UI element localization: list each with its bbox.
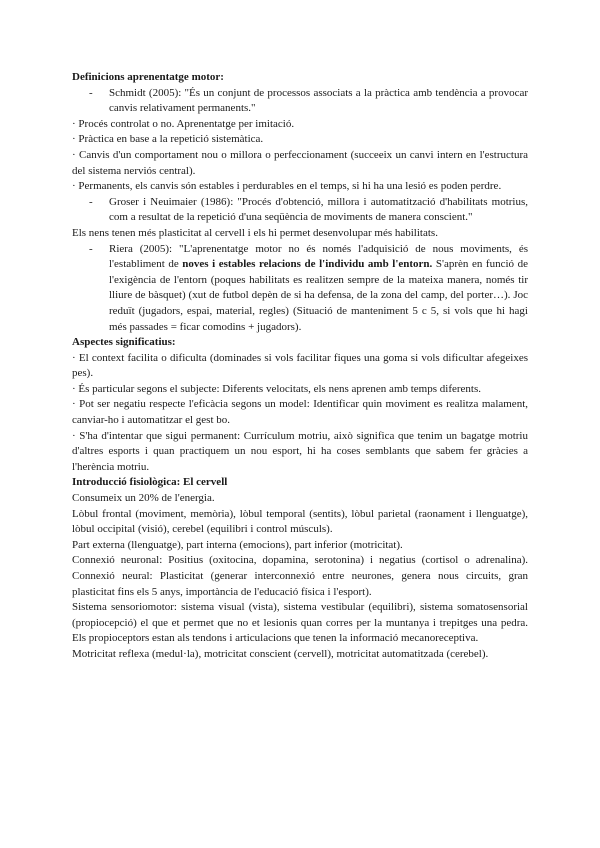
bullet-procés: · Procés controlat o no. Aprenentatge per imitació. <box>72 117 295 130</box>
bullet-pràctica: · Pràctica en base a la repetició sistemàtica. <box>72 133 264 146</box>
aspect-negatiu: · Pot ser negatiu respecte l'eficàcia segons un model: Identificar quin moviment es realitza malament, canviar-ho i automatitzar el gest bo. <box>72 398 528 427</box>
document-page <box>72 70 528 663</box>
intro-heading: Introducció fisiològica: El cervell <box>72 476 228 489</box>
schmidt-definition <box>72 86 528 117</box>
aspect-context: · El context facilita o dificulta (dominades si vols facilitar fiques una goma si vols dificultar afegeixes pes). <box>72 351 528 380</box>
definitions-heading: Definicions aprenentatge motor: <box>72 71 224 83</box>
intro-motricity: Motricitat reflexa (medul·la), motricitat conscient (cervell), motricitat automatitzada (cerebel). <box>72 647 489 660</box>
groser-definition <box>72 195 528 226</box>
riera-definition <box>72 242 528 336</box>
bullet-canvis: · Canvis d'un comportament nou o millora o perfeccionament (succeeix un canvi intern en l'estructura del sistema nerviós central). <box>72 148 528 177</box>
riera-text-start: Riera (2005): "L'aprenentatge motor no és només l'adquisició de nous moviments, és l'establiment de <box>109 242 528 271</box>
dash-bullet: - <box>89 195 93 208</box>
intro-lobes: Lòbul frontal (moviment, memòria), lòbul temporal (sentits), lòbul parietal (raonament i llenguatge), lòbul occipital (visió), cerebel (equilibri i control músculs). <box>72 507 528 536</box>
schmidt-text: Schmidt (2005): "És un conjunt de processos associats a la pràctica amb tendència a provocar canvis relativament permanents." <box>109 86 528 115</box>
intro-sensorimotor: Sistema sensoriomotor: sistema visual (vista), sistema vestibular (equilibri), sistema somatosensorial (propiocepció) el que et permet que no et lesionis quan corres per la muntanya i trepitges una pedra. Els propioceptors estan als tendons i articulacions que tenen la informació mecanoreceptiva. <box>72 601 528 645</box>
aspects-heading: Aspectes significatius: <box>72 336 176 349</box>
dash-bullet: - <box>89 86 93 99</box>
intro-connections: Connexió neuronal: Positius (oxitocina, dopamina, serotonina) i negatius (cortisol o adrenalina). Connexió neural: Plasticitat (generar interconnexió entre neurones, genera nous circuits, gran plasticitat fins els 5 anys, importància de l'educació física i l'esport). <box>72 554 528 598</box>
aspect-permanent: · S'ha d'intentar que sigui permanent: Currículum motriu, això significa que tenim un bagatge motriu d'altres esports i quan practiquem un nou esport, hi ha coses semblants que sabem fer gràcies a l'herència motriu. <box>72 429 528 473</box>
riera-text-bold: noves i estables relacions de l'individu amb l'entorn. <box>182 258 433 271</box>
groser-text: Groser i Neuimaier (1986): "Procés d'obtenció, millora i automatització d'habilitats motrius, com a resultat de la repetició d'una seqüència de moviments de manera conscient." <box>109 195 528 224</box>
plasticity-note: Els nens tenen més plasticitat al cervell i els hi permet desenvolupar més habilitats. <box>72 226 438 239</box>
riera-text-end: S'aprèn en funció de l'exigència de l'entorn (poques habilitats es realitzen sempre de la mateixa manera, només tir lliure de bàsquet) (xut de futbol depèn de si ha defensa, de la zona del camp, del porter…). Joc reduït (jugadors, espai, material, regles) (Situació de manteniment 5 c 5, si vols que hi hagi més passades = ficar comodins + jugadors). <box>109 258 528 333</box>
bullet-permanents: · Permanents, els canvis són estables i perdurables en el temps, si hi ha una lesió es poden perdre. <box>72 180 502 193</box>
intro-energy: Consumeix un 20% de l'energia. <box>72 492 215 505</box>
aspect-particular: · És particular segons el subjecte: Diferents velocitats, els nens aprenen amb temps diferents. <box>72 382 482 395</box>
dash-bullet: - <box>89 242 93 255</box>
intro-parts: Part externa (llenguatge), part interna (emocions), part inferior (motricitat). <box>72 538 403 551</box>
